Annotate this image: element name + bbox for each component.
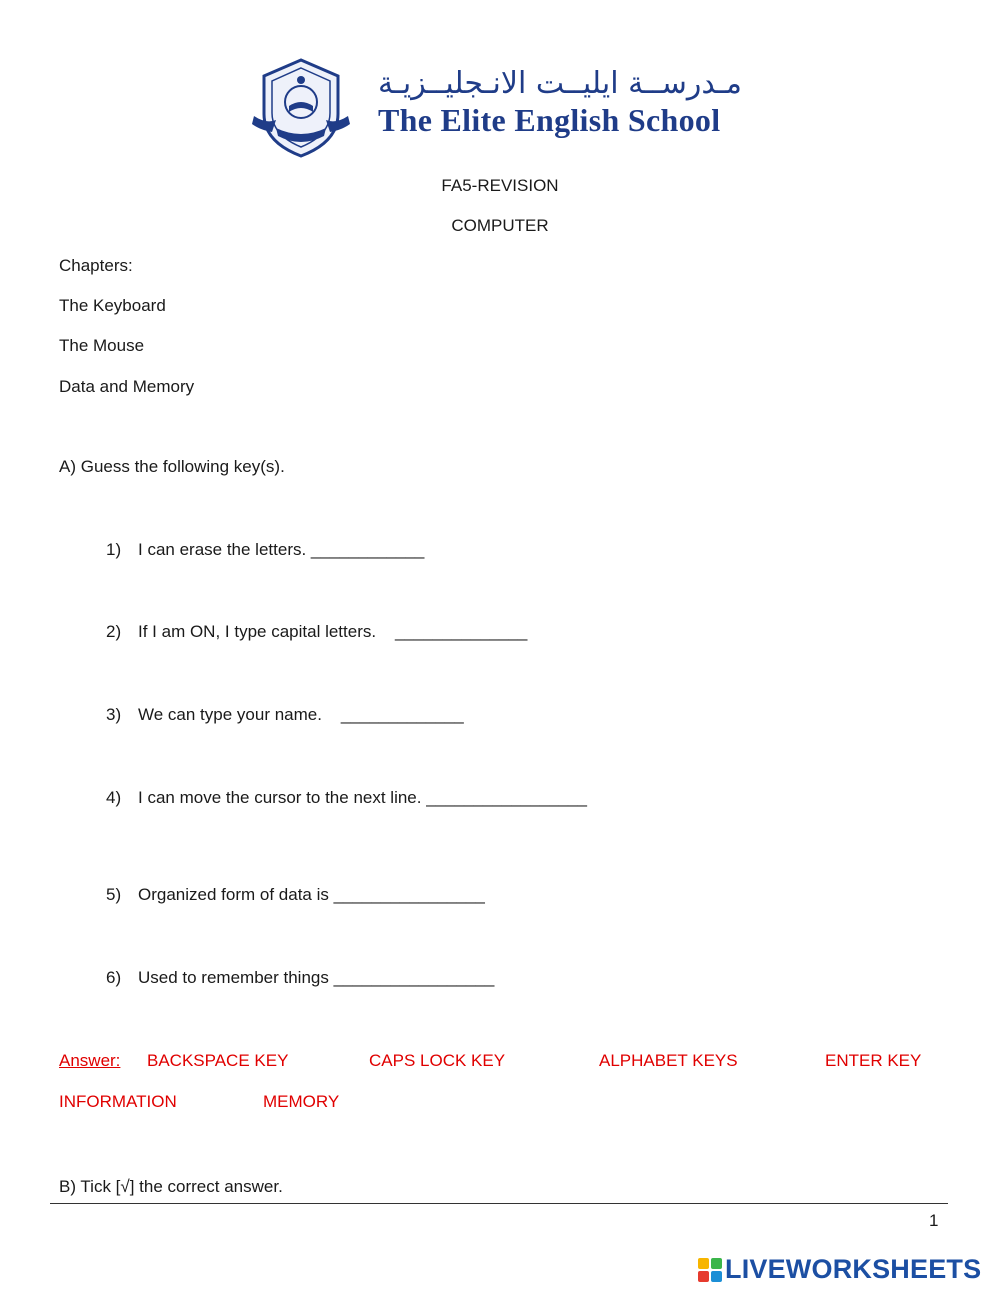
- chapter-item: Data and Memory: [59, 377, 195, 396]
- question-text: Used to remember things _________________: [138, 968, 495, 987]
- chapters-label: Chapters:: [59, 256, 133, 275]
- school-name-arabic: مـدرســة ايليــت الانـجليــزيـة: [378, 66, 742, 101]
- question-number: 3): [106, 705, 122, 724]
- worksheet-title: FA5-REVISION: [441, 176, 559, 195]
- chapter-item: The Mouse: [59, 336, 145, 355]
- liveworksheets-icon: [698, 1258, 722, 1282]
- question-text: I can move the cursor to the next line. _________________: [138, 788, 587, 807]
- answer-option: ALPHABET KEYS: [599, 1051, 738, 1070]
- question-number: 2): [106, 622, 122, 641]
- footer-divider: [50, 1203, 948, 1204]
- question-number: 1): [106, 540, 122, 559]
- question-text: If I am ON, I type capital letters. ______________: [138, 622, 528, 641]
- question-number: 6): [106, 968, 122, 987]
- page-number: 1: [929, 1211, 939, 1230]
- school-name-english: The Elite English School: [378, 102, 721, 138]
- question-number: 4): [106, 788, 122, 807]
- question-text: I can erase the letters. ____________: [138, 540, 425, 559]
- answer-option: ENTER KEY: [825, 1051, 922, 1070]
- answer-option: CAPS LOCK KEY: [369, 1051, 506, 1070]
- answer-label: Answer:: [59, 1051, 121, 1070]
- school-crest-logo: [246, 56, 356, 160]
- subject-title: COMPUTER: [451, 216, 549, 235]
- answer-option: INFORMATION: [59, 1092, 177, 1111]
- liveworksheets-wordmark: LIVEWORKSHEETS: [725, 1254, 982, 1284]
- question-number: 5): [106, 885, 122, 904]
- answer-option: MEMORY: [263, 1092, 340, 1111]
- question-text: We can type your name. _____________: [138, 705, 464, 724]
- section-b-heading: B) Tick [√] the correct answer.: [59, 1177, 283, 1196]
- chapter-item: The Keyboard: [59, 296, 166, 315]
- answer-option: BACKSPACE KEY: [147, 1051, 289, 1070]
- liveworksheets-logo: [698, 1254, 981, 1285]
- question-text: Organized form of data is ________________: [138, 885, 485, 904]
- section-a-heading: A) Guess the following key(s).: [59, 457, 285, 476]
